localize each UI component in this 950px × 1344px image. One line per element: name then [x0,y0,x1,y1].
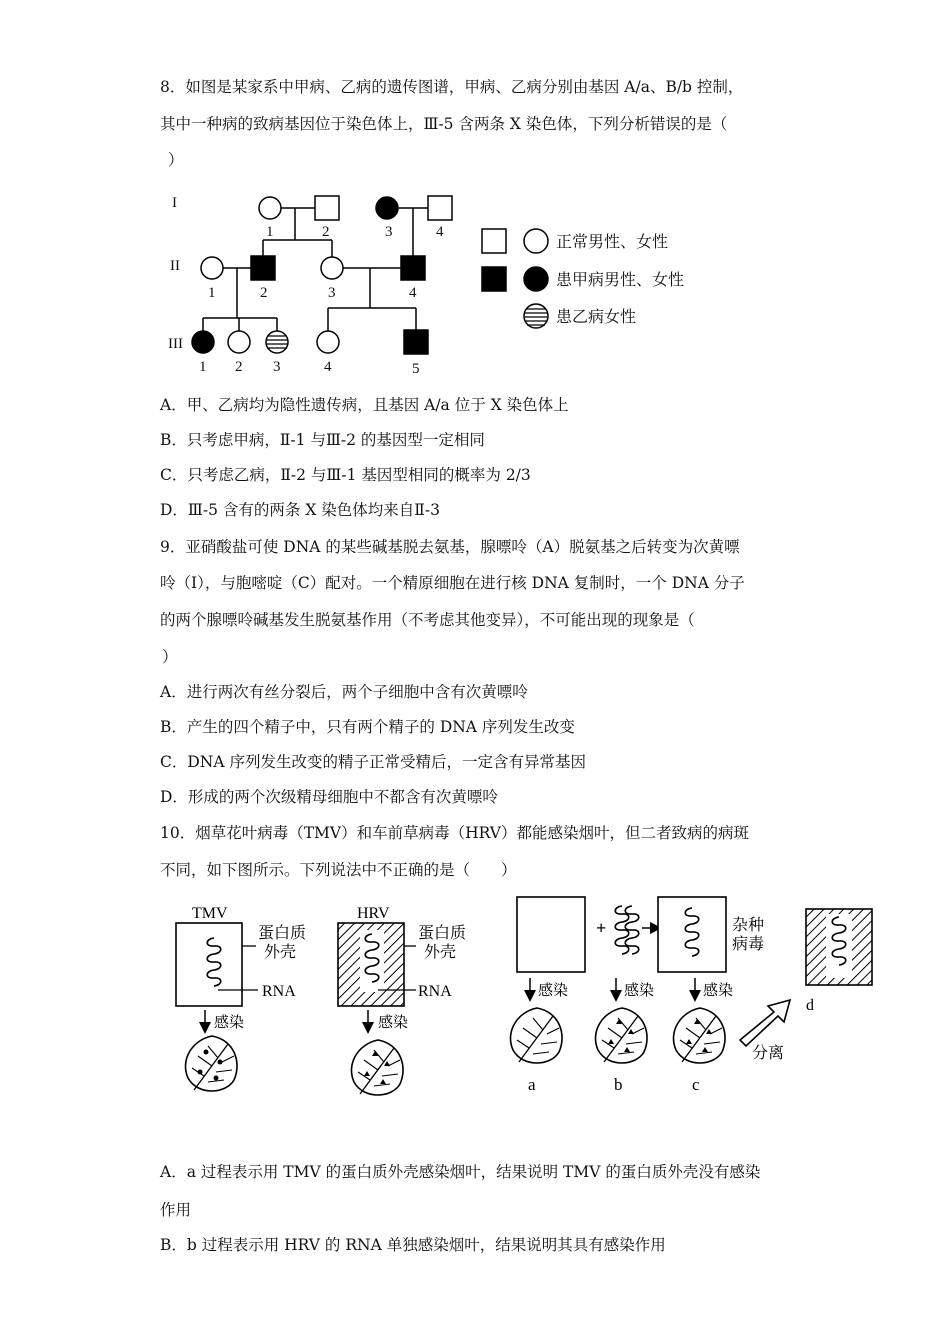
q9-option-d: D．形成的两个次级精母细胞中不都含有次黄嘌呤 [160,788,498,806]
hrv-label: HRV [357,905,390,922]
q9-stem-line4: ） [162,648,178,666]
num-III-5: 5 [412,361,420,377]
svg-text:+: + [596,918,607,938]
pedigree-I-3 [376,197,398,219]
pedigree-III-3 [266,331,288,353]
separate-arrow [740,1000,790,1046]
q10-option-a-line1: A．a 过程表示用 TMV 的蛋白质外壳感染烟叶，结果说明 TMV 的蛋白质外壳没有感染 [160,1163,761,1181]
hybrid-label-2: 病毒 [732,934,765,953]
q9-stem-line3: 的两个腺嘌呤碱基发生脱氨基作用（不考虑其他变异），不可能出现的现象是（ [160,611,695,629]
pedigree-III-2 [228,331,250,353]
label-a: a [528,1075,536,1094]
q8-stem-line3: ） [168,151,184,169]
pedigree-II-1 [201,257,223,279]
gen-label-III: III [168,336,183,352]
tmv-leaf [185,1036,237,1091]
num-I-4: 4 [436,224,444,240]
q8-stem-line1: 8．如图是某家系中甲病、乙病的遗传图谱，甲病、乙病分别由基因 A/a、B/b 控制， [160,78,744,96]
num-III-1: 1 [199,359,207,375]
q9-stem-line1: 9．亚硝酸盐可使 DNA 的某些碱基脱去氨基，腺嘌呤（A）脱氨基之后转变为次黄嘌 [160,538,740,556]
hrv-coat-label-1: 蛋白质 [418,923,467,942]
legend-normal-male [482,229,506,253]
tmv-rna-label: RNA [262,983,296,1000]
q9-option-c: C．DNA 序列发生改变的精子正常受精后，一定含有异常基因 [160,753,586,771]
label-c: c [692,1075,700,1094]
num-II-4: 4 [409,285,417,301]
pedigree-III-5 [404,330,428,354]
legend-affected-a-female [524,267,548,291]
num-II-2: 2 [260,285,268,301]
legend-affected-a-male [482,267,506,291]
gen-label-II: II [170,258,180,274]
tmv-particle [176,923,242,1006]
pedigree-I-1 [259,197,281,219]
pedigree-II-3 [321,257,343,279]
infect-a-label: 感染 [538,981,569,999]
tmv-coat-label-1: 蛋白质 [258,923,307,942]
num-I-2: 2 [322,224,330,240]
hrv-coat-label-2: 外壳 [424,942,457,961]
num-I-3: 3 [385,224,393,240]
q10-stem-line1: 10．烟草花叶病毒（TMV）和车前草病毒（HRV）都能感染烟叶，但二者致病的病斑 [160,824,749,842]
hybrid-label-1: 杂种 [732,915,765,934]
pedigree-chart [160,182,720,382]
leaf-a [510,1008,562,1063]
tmv-coat-label-2: 外壳 [264,942,297,961]
num-III-3: 3 [273,359,281,375]
q9-option-a: A．进行两次有丝分裂后，两个子细胞中含有次黄嘌呤 [160,683,528,701]
q8-option-c: C．只考虑乙病，Ⅱ-2 与Ⅲ-1 基因型相同的概率为 2/3 [160,466,531,484]
hrv-infect-label: 感染 [378,1013,409,1031]
q8-option-a: A．甲、乙病均为隐性遗传病，且基因 A/a 位于 X 染色体上 [160,396,569,414]
legend-normal-label: 正常男性、女性 [556,232,669,251]
q9-stem-line2: 呤（I），与胞嘧啶（C）配对。一个精原细胞在进行核 DNA 复制时，一个 DNA 分子 [160,574,745,592]
q9-option-b: B．产生的四个精子中，只有两个精子的 DNA 序列发生改变 [160,718,575,736]
pedigree-III-1 [192,331,214,353]
label-d: d [806,997,814,1014]
virus-figure [160,890,900,1110]
gen-label-I: I [172,195,177,211]
q8-stem-line2: 其中一种病的致病基因位于染色体上，Ⅲ-5 含两条 X 染色体，下列分析错误的是（ [160,115,728,133]
leaf-b [595,1008,647,1063]
num-II-3: 3 [328,285,336,301]
legend-a-label: 患甲病男性、女性 [556,270,685,289]
pedigree-I-2 [315,196,339,220]
pedigree-III-4 [317,331,339,353]
num-II-1: 1 [208,285,216,301]
pedigree-II-2 [251,256,275,280]
infect-b-label: 感染 [624,981,655,999]
hrv-leaf [351,1040,403,1095]
coat-only-box [517,897,585,972]
legend-b-label: 患乙病女性 [556,307,637,326]
leaf-c [673,1008,725,1063]
q10-option-a-line2: 作用 [160,1201,192,1219]
tmv-label: TMV [192,905,228,922]
infect-c-label: 感染 [703,981,734,999]
separate-label: 分离 [752,1043,785,1062]
q8-option-d: D．Ⅲ-5 含有的两条 X 染色体均来自Ⅱ-3 [160,501,440,519]
label-b: b [614,1075,623,1094]
hrv-rna-label: RNA [418,983,452,1000]
pedigree-I-4 [428,196,452,220]
num-III-4: 4 [324,359,332,375]
q10-option-b: B．b 过程表示用 HRV 的 RNA 单独感染烟叶，结果说明其具有感染作用 [160,1236,666,1254]
tmv-infect-label: 感染 [214,1013,245,1031]
num-III-2: 2 [235,359,243,375]
legend-normal-female [524,229,548,253]
q10-stem-line2: 不同，如下图所示。下列说法中不正确的是（ ） [160,861,517,879]
q8-option-b: B．只考虑甲病，Ⅱ-1 与Ⅲ-2 的基因型一定相同 [160,431,485,449]
pedigree-II-4 [401,256,425,280]
num-I-1: 1 [266,224,274,240]
